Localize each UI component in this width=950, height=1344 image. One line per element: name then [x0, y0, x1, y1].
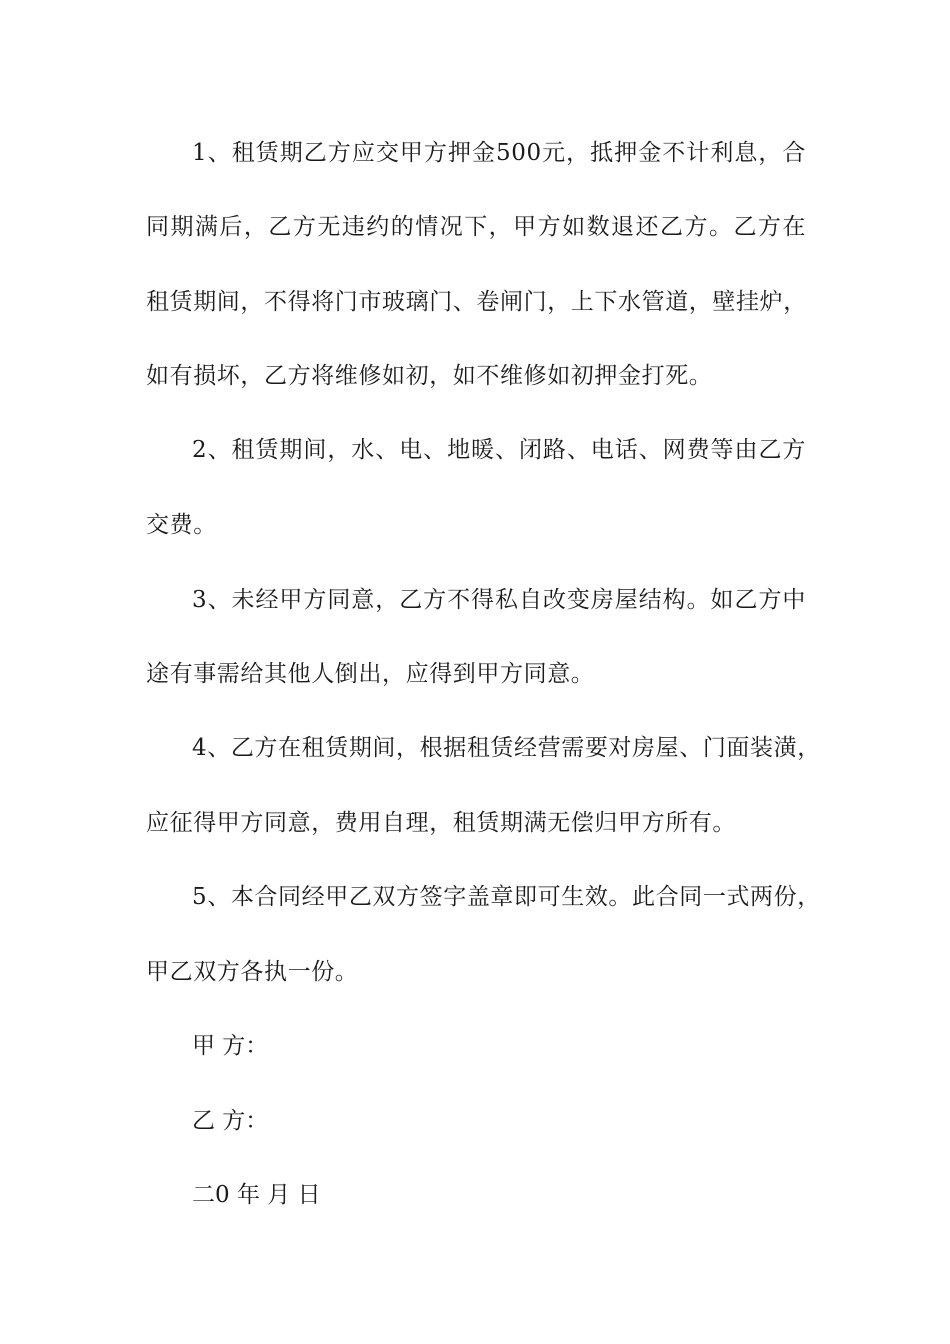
clause-5-line-1: 5、本合同经甲乙双方签字盖章即可生效。此合同一式两份， [192, 884, 821, 910]
clause-2-line-1: 2、租赁期间，水、电、地暖、闭路、电话、网费等由乙方 [192, 437, 806, 463]
clause-1-line-3: 租赁期间，不得将门市玻璃门、卷闸门，上下水管道，壁挂炉， [146, 289, 807, 315]
clause-4-line-1: 4、乙方在租赁期间，根据租赁经营需要对房屋、门面装潢， [192, 735, 821, 761]
clause-3-line-2: 途有事需给其他人倒出，应得到甲方同意。 [146, 661, 595, 687]
party-b-signature-label: 乙 方： [192, 1108, 269, 1134]
clause-1-line-2: 同期满后，乙方无违约的情况下，甲方如数退还乙方。乙方在 [146, 214, 806, 240]
clause-4-line-2: 应征得甲方同意，费用自理，租赁期满无偿归甲方所有。 [146, 810, 736, 836]
clause-3-line-1: 3、未经甲方同意，乙方不得私自改变房屋结构。如乙方中 [192, 587, 806, 613]
clause-2-line-2: 交费。 [146, 512, 217, 538]
date-line: 二0 年 月 日 [192, 1182, 321, 1208]
party-a-signature-label: 甲 方： [192, 1033, 269, 1059]
clause-1-line-1: 1、租赁期乙方应交甲方押金500元，抵押金不计利息，合 [192, 140, 806, 166]
clause-1-line-4: 如有损坏，乙方将维修如初，如不维修如初押金打死。 [146, 363, 713, 389]
clause-5-line-2: 甲乙双方各执一份。 [146, 959, 359, 985]
